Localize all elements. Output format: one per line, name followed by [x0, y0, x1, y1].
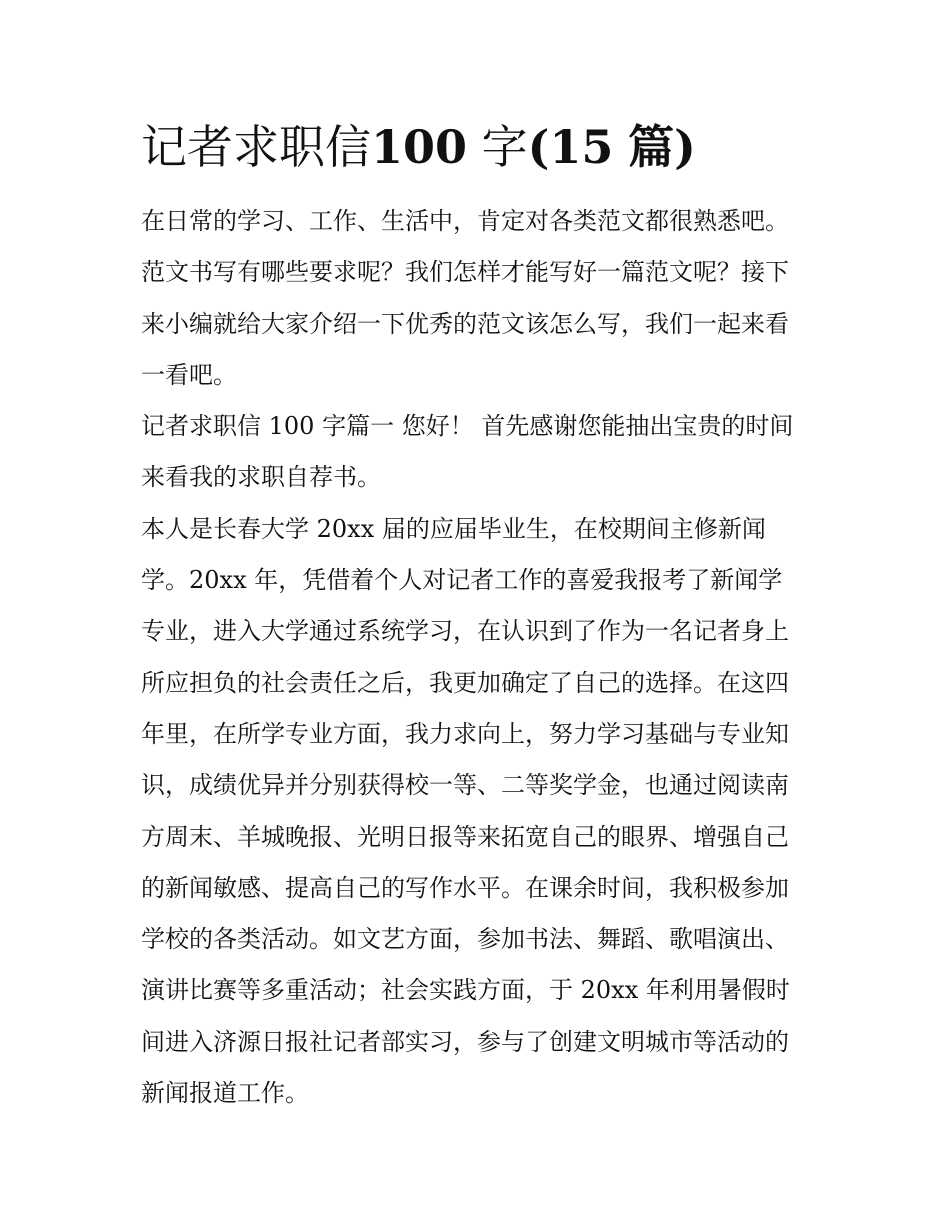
text-line: 本人是长春大学 20xx 届的应届毕业生，在校期间主修新闻: [141, 514, 766, 543]
text-line: 范文书写有哪些要求呢？我们怎样才能写好一篇范文呢？接下: [141, 258, 789, 287]
page-title: [141, 112, 821, 182]
title-end: 篇): [628, 120, 696, 174]
text-line: 方周末、羊城晚报、光明日报等来拓宽自己的眼界、增强自己: [141, 822, 789, 851]
text-line: 一看吧。: [141, 360, 237, 389]
title-number: 100: [371, 120, 468, 174]
text-line: 在日常的学习、工作、生活中，肯定对各类范文都很熟悉吧。: [141, 207, 789, 235]
text-line: 新闻报道工作。: [141, 1079, 309, 1108]
text-line: 记者求职信 100 字篇一 您好！ 首先感谢您能抽出宝贵的时间: [141, 412, 794, 441]
text-line: 来看我的求职自荐书。: [141, 463, 381, 492]
title-mid: 字: [481, 120, 528, 174]
title-prefix: 记者求职信: [141, 120, 371, 174]
text-line: 专业，进入大学通过系统学习，在认识到了作为一名记者身上: [141, 617, 789, 646]
text-line: 识，成绩优异并分别获得校一等、二等奖学金，也通过阅读南: [141, 771, 789, 800]
text-line: 所应担负的社会责任之后，我更加确定了自己的选择。在这四: [141, 668, 789, 697]
text-line: 来小编就给大家介绍一下优秀的范文该怎么写，我们一起来看: [141, 309, 789, 338]
body-text: [141, 196, 813, 1119]
title-count: (15: [527, 120, 614, 174]
text-line: 学校的各类活动。如文艺方面，参加书法、舞蹈、歌唱演出、: [141, 925, 789, 954]
text-line: 间进入济源日报社记者部实习，参与了创建文明城市等活动的: [141, 1027, 789, 1056]
text-line: 年里，在所学专业方面，我力求向上，努力学习基础与专业知: [141, 719, 789, 748]
text-line: 演讲比赛等多重活动；社会实践方面，于 20xx 年利用暑假时: [141, 976, 790, 1005]
text-line: 的新闻敏感、提高自己的写作水平。在课余时间，我积极参加: [141, 873, 789, 902]
text-line: 学。20xx 年，凭借着个人对记者工作的喜爱我报考了新闻学: [141, 566, 783, 595]
